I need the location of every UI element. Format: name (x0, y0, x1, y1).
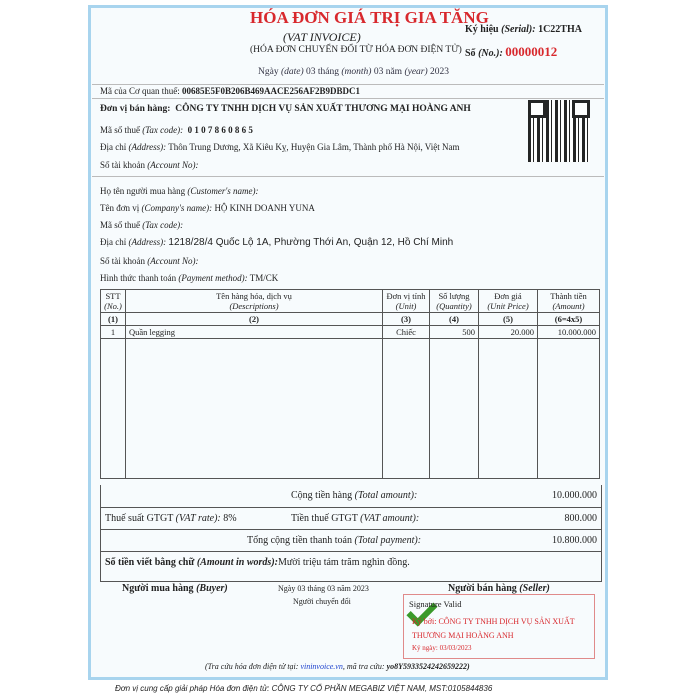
seller-tax-code: Mã số thuế (Tax code): 0 1 0 7 8 6 0 8 6 5 (100, 125, 253, 135)
buyer-name: Họ tên người mua hàng (Customer's name): (100, 186, 259, 196)
signature-valid: Signature Valid (409, 599, 462, 609)
vat-row: Thuế suất GTGT (VAT rate): 8% Tiền thuế GTGT (VAT amount): 800.000 (100, 507, 602, 530)
serial: Ký hiệu (Serial): 1C22THA (465, 24, 582, 35)
seller-account: Số tài khoản (Account No): (100, 160, 199, 170)
signed-date: Ký ngày: 03/03/2023 (412, 644, 472, 652)
total-amount-row: Cộng tiền hàng (Total amount): 10.000.000 (100, 485, 602, 508)
signed-by: Ký bởi: CÔNG TY TNHH DỊCH VỤ SẢN XUẤT THƯƠNG MẠI HOÀNG ANH (412, 617, 575, 640)
seller-address: Địa chỉ (Address): Thôn Trung Dương, Xã Kiêu Kỵ, Huyện Gia Lâm, Thành phố Hà Nội, Việt Nam (100, 142, 460, 152)
buyer-signature-label: Người mua hàng (Buyer) (122, 583, 228, 594)
converter-label: Người chuyển đổi (293, 597, 351, 606)
lookup-link[interactable]: vininvoice.vn (300, 662, 343, 671)
total-payment-row: Tổng cộng tiền thanh toán (Total payment): 10.800.000 (100, 529, 602, 552)
buyer-tax-code: Mã số thuế (Tax code): (100, 220, 184, 230)
empty-row (101, 339, 600, 479)
payment-method: Hình thức thanh toán (Payment method): TM/CK (100, 273, 279, 283)
digital-signature-box[interactable] (403, 594, 595, 659)
seller-signature-label: Người bán hàng (Seller) (448, 583, 550, 594)
qr-code (528, 100, 590, 162)
invoice-number: Số (No.): 00000012 (465, 44, 558, 59)
invoice-subtitle: (VAT INVOICE) (283, 30, 361, 44)
buyer-company: Tên đơn vị (Company's name): HỘ KINH DOANH YUNA (100, 203, 315, 213)
buyer-account: Số tài khoản (Account No): (100, 256, 199, 266)
table-row: 1 Quần legging Chiếc 500 20.000 10.000.000 (101, 326, 600, 339)
amount-in-words: Số tiền viết bằng chữ (Amount in words):Mười triệu tám trăm nghìn đồng. (100, 551, 602, 582)
invoice-note: (HÓA ĐƠN CHUYỂN ĐỔI TỪ HÓA ĐƠN ĐIỆN TỬ) (250, 45, 462, 55)
tax-authority-code: Mã của Cơ quan thuế: 00685E5F0B206B469AACE256AF2B9DBDC1 (100, 86, 361, 96)
invoice-title: HÓA ĐƠN GIÁ TRỊ GIA TĂNG (250, 8, 489, 27)
table-header: STT (No.) Tên hàng hóa, dịch vụ (Descriptions) Đơn vị tính (Unit) Số lượng (Quantity) Đơn giá (Unit Price) Thành tiền (Amount) (101, 290, 600, 313)
provider-info: Đơn vị cung cấp giải pháp Hóa đơn điện tử: CÔNG TY CỔ PHẦN MEGABIZ VIỆT NAM, MST:0105844836 (115, 684, 493, 693)
seller-name: Đơn vị bán hàng: CÔNG TY TNHH DỊCH VỤ SẢN XUẤT THƯƠNG MẠI HOÀNG ANH (100, 104, 471, 114)
items-table (100, 289, 600, 479)
index-row: (1) (2) (3) (4) (5) (6=4x5) (101, 313, 600, 326)
buyer-address: Địa chỉ (Address): 1218/28/4 Quốc Lộ 1A, Phường Thới An, Quận 12, Hồ Chí Minh (100, 237, 454, 248)
invoice-date: Ngày (date) 03 tháng (month) 03 năm (year) 2023 (258, 67, 450, 77)
signature-date: Ngày 03 tháng 03 năm 2023 (278, 584, 369, 593)
lookup-info: (Tra cứu hóa đơn điện tử tại: vininvoice.vn, mã tra cứu: yo8Y5933524242659222) (205, 662, 470, 671)
